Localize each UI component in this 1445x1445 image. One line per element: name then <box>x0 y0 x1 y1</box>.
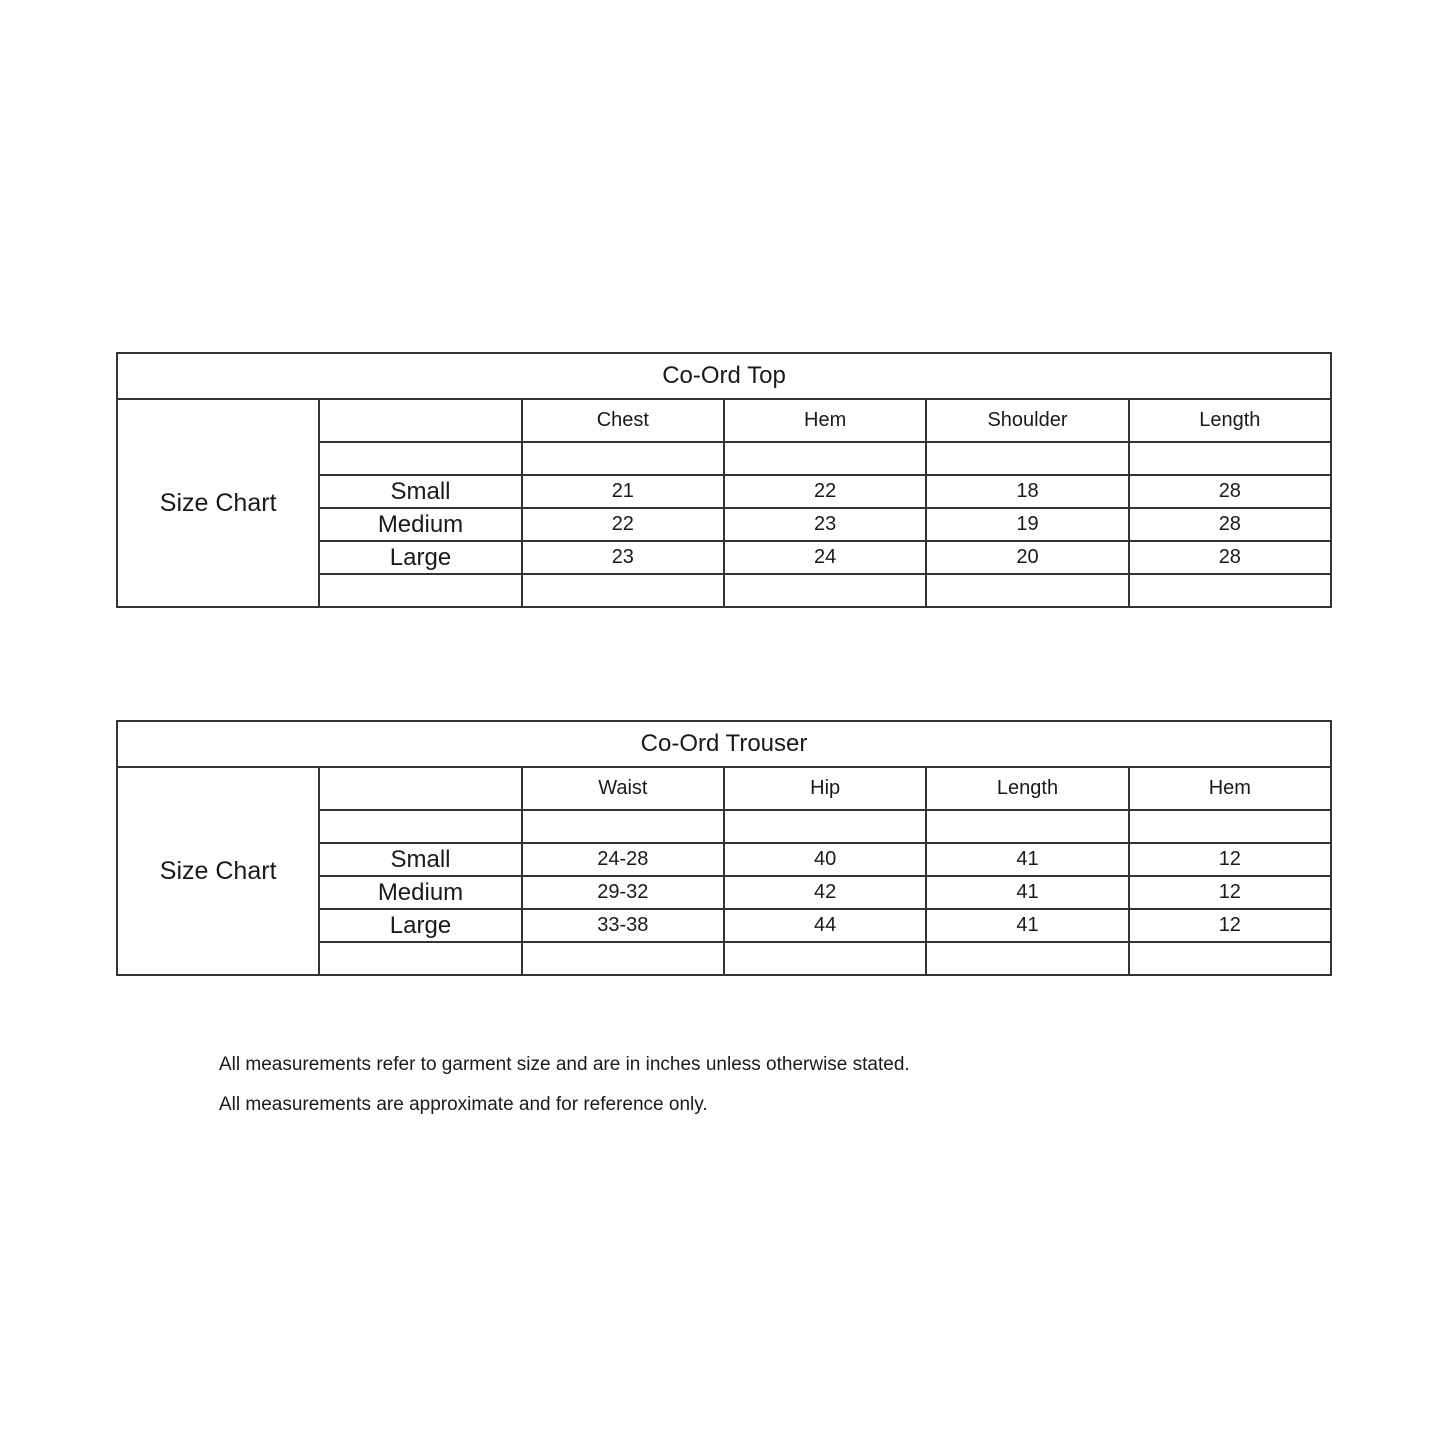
column-header-length: Length <box>1129 399 1331 442</box>
cell-small-hem: 12 <box>1129 843 1331 876</box>
co-ord-trouser-size-chart-table <box>116 720 1332 976</box>
co-ord-top-size-chart-table <box>116 352 1332 608</box>
column-header-blank <box>319 767 521 810</box>
measurement-note-approximate: All measurements are approximate and for reference only. <box>219 1094 708 1115</box>
empty-cell <box>319 442 521 475</box>
empty-cell <box>1129 942 1331 975</box>
empty-cell <box>1129 810 1331 843</box>
cell-medium-hip: 42 <box>724 876 926 909</box>
cell-small-hem: 22 <box>724 475 926 508</box>
cell-large-shoulder: 20 <box>926 541 1128 574</box>
empty-cell <box>522 442 724 475</box>
empty-cell <box>724 574 926 607</box>
side-label-size-chart: Size Chart <box>117 399 319 607</box>
cell-medium-shoulder: 19 <box>926 508 1128 541</box>
empty-cell <box>724 810 926 843</box>
column-header-waist: Waist <box>522 767 724 810</box>
empty-cell <box>1129 442 1331 475</box>
cell-large-hip: 44 <box>724 909 926 942</box>
side-label-size-chart: Size Chart <box>117 767 319 975</box>
empty-cell <box>319 942 521 975</box>
column-header-length: Length <box>926 767 1128 810</box>
table-title: Co-Ord Top <box>117 353 1331 399</box>
empty-cell <box>1129 574 1331 607</box>
cell-medium-length: 28 <box>1129 508 1331 541</box>
empty-cell <box>522 574 724 607</box>
cell-small-hip: 40 <box>724 843 926 876</box>
column-header-shoulder: Shoulder <box>926 399 1128 442</box>
empty-cell <box>522 810 724 843</box>
empty-cell <box>926 810 1128 843</box>
row-label-medium: Medium <box>319 508 521 541</box>
empty-cell <box>926 442 1128 475</box>
column-header-chest: Chest <box>522 399 724 442</box>
empty-cell <box>319 810 521 843</box>
cell-large-waist: 33-38 <box>522 909 724 942</box>
cell-medium-hem: 23 <box>724 508 926 541</box>
column-header-hem: Hem <box>1129 767 1331 810</box>
empty-cell <box>522 942 724 975</box>
empty-cell <box>724 942 926 975</box>
cell-medium-chest: 22 <box>522 508 724 541</box>
row-label-medium: Medium <box>319 876 521 909</box>
cell-medium-waist: 29-32 <box>522 876 724 909</box>
cell-large-chest: 23 <box>522 541 724 574</box>
row-label-large: Large <box>319 541 521 574</box>
column-header-hip: Hip <box>724 767 926 810</box>
cell-medium-length: 41 <box>926 876 1128 909</box>
row-label-small: Small <box>319 475 521 508</box>
column-header-blank <box>319 399 521 442</box>
row-label-small: Small <box>319 843 521 876</box>
cell-large-length: 41 <box>926 909 1128 942</box>
empty-cell <box>724 442 926 475</box>
row-label-large: Large <box>319 909 521 942</box>
cell-medium-hem: 12 <box>1129 876 1331 909</box>
cell-small-shoulder: 18 <box>926 475 1128 508</box>
cell-small-length: 28 <box>1129 475 1331 508</box>
table-title: Co-Ord Trouser <box>117 721 1331 767</box>
measurement-note-units: All measurements refer to garment size and are in inches unless otherwise stated. <box>219 1054 910 1075</box>
empty-cell <box>926 574 1128 607</box>
cell-large-hem: 12 <box>1129 909 1331 942</box>
cell-large-hem: 24 <box>724 541 926 574</box>
column-header-hem: Hem <box>724 399 926 442</box>
empty-cell <box>926 942 1128 975</box>
cell-large-length: 28 <box>1129 541 1331 574</box>
cell-small-chest: 21 <box>522 475 724 508</box>
cell-small-waist: 24-28 <box>522 843 724 876</box>
cell-small-length: 41 <box>926 843 1128 876</box>
empty-cell <box>319 574 521 607</box>
